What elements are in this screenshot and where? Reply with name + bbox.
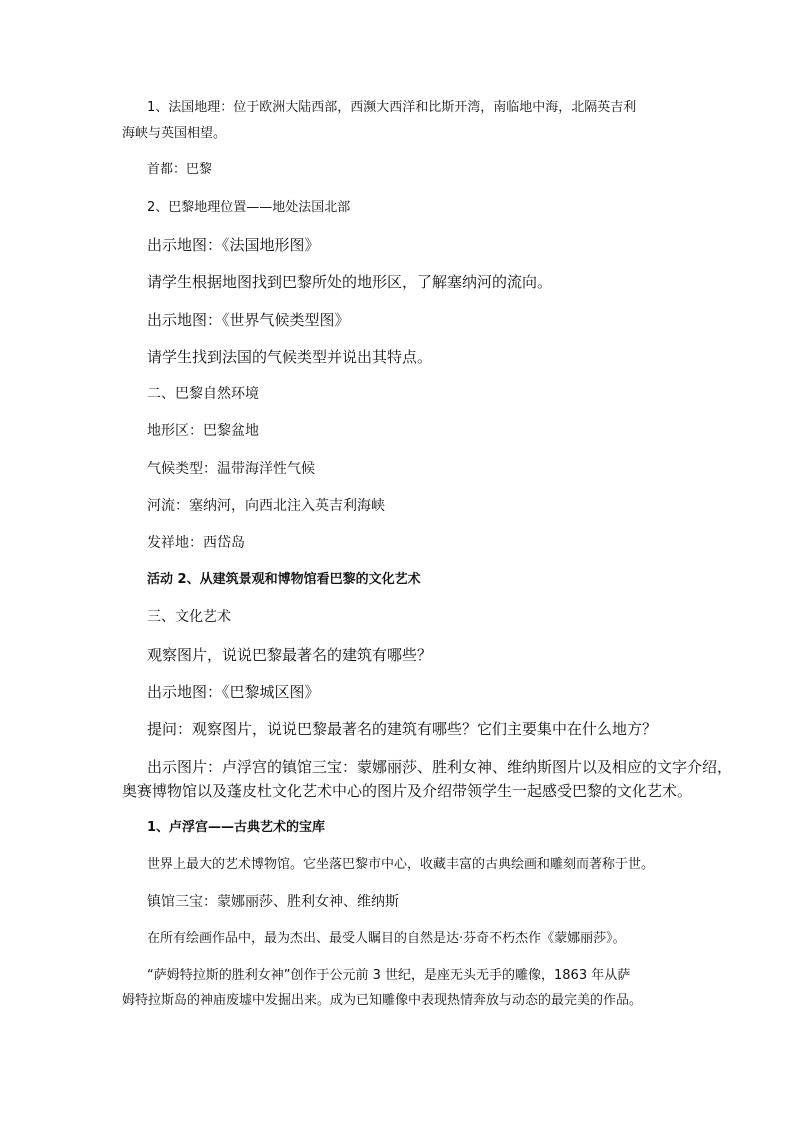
paragraph-paris-location: 2、巴黎地理位置——地处法国北部 [147,200,351,215]
paragraph-nike-line2: 姆特拉斯岛的神庙废墟中发掘出来。成为已知雕像中表现热情奔放与动态的最完美的作品。 [122,993,643,1008]
heading-culture-art: 三、文化艺术 [147,609,231,625]
paragraph-mona-lisa: 在所有绘画作品中，最为杰出、最受人瞩目的自然是达·芬奇不朽杰作《蒙娜丽莎》。 [147,931,626,946]
paragraph-france-geography-line1: 1、法国地理：位于欧洲大陆西部，西濒大西洋和比斯开湾，南临地中海，北隔英吉利 [147,100,637,115]
paragraph-france-geography-line2: 海峡与英国相望。 [122,126,227,141]
paragraph-map-paris: 出示地图：《巴黎城区图》 [147,683,320,701]
paragraph-map-france: 出示地图：《法国地形图》 [147,236,320,254]
paragraph-question: 提问：观察图片，说说巴黎最著名的建筑有哪些？它们主要集中在什么地方？ [147,720,658,738]
paragraph-show-line2: 奥赛博物馆以及蓬皮杜文化艺术中心的图片及介绍带领学生一起感受巴黎的文化艺术。 [122,782,693,800]
paragraph-river: 河流：塞纳河，向西北注入英吉利海峡 [147,498,385,514]
paragraph-capital: 首都：巴黎 [147,162,213,177]
paragraph-observe: 观察图片，说说巴黎最著名的建筑有哪些？ [147,646,433,664]
heading-activity-2: 活动 2、从建筑景观和博物馆看巴黎的文化艺术 [147,572,421,587]
paragraph-origin: 发祥地：西岱岛 [147,535,245,551]
heading-louvre: 1、卢浮宫——古典艺术的宝库 [147,820,326,835]
paragraph-map-climate: 出示地图：《世界气候类型图》 [147,311,350,329]
paragraph-terrain: 地形区：巴黎盆地 [147,423,259,439]
paragraph-climate: 气候类型：温带海洋性气候 [147,461,315,477]
paragraph-task-climate: 请学生找到法国的气候类型并说出其特点。 [147,348,433,366]
paragraph-nike-line1: “萨姆特拉斯的胜利女神”创作于公元前 3 世纪，是座无头无手的雕像，1863 年从萨 [147,968,631,983]
paragraph-treasures: 镇馆三宝：蒙娜丽莎、胜利女神、维纳斯 [147,894,399,910]
paragraph-task-seine: 请学生根据地图找到巴黎所处的地形区，了解塞纳河的流向。 [147,273,553,291]
paragraph-louvre-desc: 世界上最大的艺术博物馆。它坐落巴黎市中心，收藏丰富的古典绘画和雕刻而著称于世。 [147,857,655,872]
paragraph-show-line1: 出示图片：卢浮宫的镇馆三宝：蒙娜丽莎、胜利女神、维纳斯图片以及相应的文字介绍， [147,758,733,776]
heading-natural-environment: 二、巴黎自然环境 [147,386,259,402]
